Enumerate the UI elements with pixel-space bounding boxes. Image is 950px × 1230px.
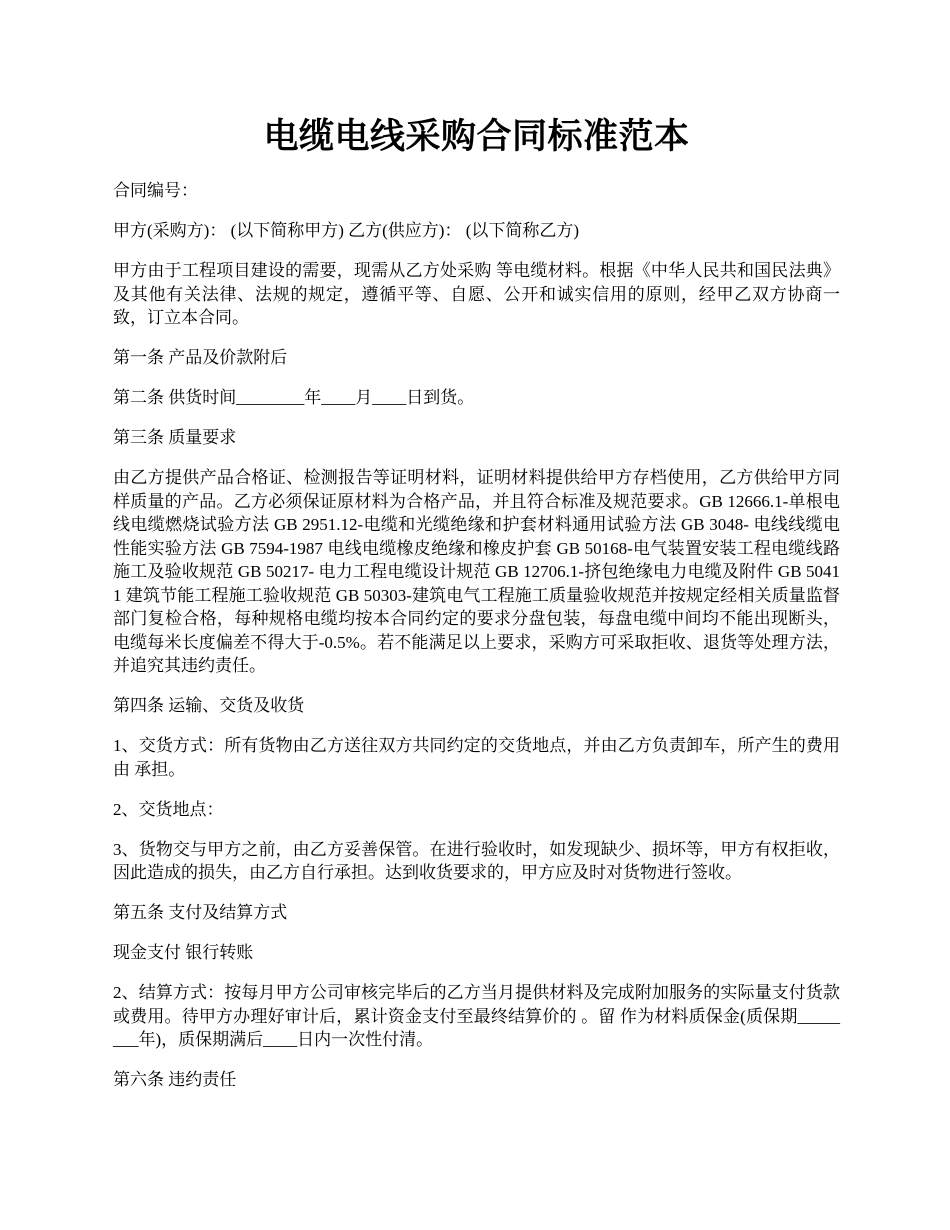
quality-requirements-paragraph: 由乙方提供产品合格证、检测报告等证明材料，证明材料提供给甲方存档使用，乙方供给甲方同样质量的产品。乙方必须保证原材料为合格产品，并且符合标准及规范要求。GB 12666.1-单根电线电缆燃烧试验方法 GB 2951.12-电缆和光缆绝缘和护套材料通用试验方法 GB 3048- 电线线缆电性能实验方法 GB 7594-1987 电线电缆橡皮绝缘和橡皮护套 GB 50168-电气装置安装工程电缆线路施工及验收规范 GB 50217- 电力工程电缆设计规范 GB 12706.1-挤包绝缘电力电缆及附件 GB 50411 建筑节能工程施工验收规范 GB 50303-建筑电气工程施工质量验收规范并按规定经相关质量监督部门复检合格，每种规格电缆均按本合同约定的要求分盘包装，每盘电缆中间均不能出现断头，电缆每米长度偏差不得大于-0.5%。若不能满足以上要求，采购方可采取拒收、退货等处理方法，并追究其违约责任。: [113, 468, 840, 675]
delivery-method-paragraph: 1、交货方式：所有货物由乙方送往双方共同约定的交货地点，并由乙方负责卸车，所产生的费用由 承担。: [113, 736, 840, 779]
article-2-heading: 第二条 供货时间________年____月____日到货。: [113, 388, 475, 407]
article-5-heading: 第五条 支付及结算方式: [113, 903, 288, 922]
article-6-heading: 第六条 违约责任: [113, 1070, 237, 1089]
article-4-heading: 第四条 运输、交货及收货: [113, 696, 305, 715]
payment-methods-line: 现金支付 银行转账: [113, 943, 254, 962]
preamble-paragraph: 甲方由于工程项目建设的需要，现需从乙方处采购 等电缆材料。根据《中华人民共和国民法典》及其他有关法律、法规的规定，遵循平等、自愿、公开和诚实信用的原则，经甲乙双方协商一致，订立本合同。: [113, 261, 840, 327]
settlement-method-paragraph: 2、结算方式：按每月甲方公司审核完毕后的乙方当月提供材料及完成附加服务的实际量支付货款或费用。待甲方办理好审计后，累计资金支付至最终结算价的 。留 作为材料质保金(质保期________年)，质保期满后____日内一次性付清。: [113, 983, 840, 1049]
parties-line: 甲方(采购方)： (以下简称甲方) 乙方(供应方)： (以下简称乙方): [113, 221, 580, 240]
document-title: 电缆电线采购合同标准范本: [263, 117, 690, 156]
article-3-heading: 第三条 质量要求: [113, 428, 237, 447]
document-body: [113, 179, 840, 1108]
delivery-location-paragraph: 2、交货地点：: [113, 799, 224, 819]
contract-number: 合同编号：: [113, 181, 198, 200]
article-1-heading: 第一条 产品及价款附后: [113, 348, 288, 367]
goods-custody-paragraph: 3、货物交与甲方之前，由乙方妥善保管。在进行验收时，如发现缺少、损坏等，甲方有权拒收，因此造成的损失，由乙方自行承担。达到收货要求的，甲方应及时对货物进行签收。: [113, 839, 840, 882]
